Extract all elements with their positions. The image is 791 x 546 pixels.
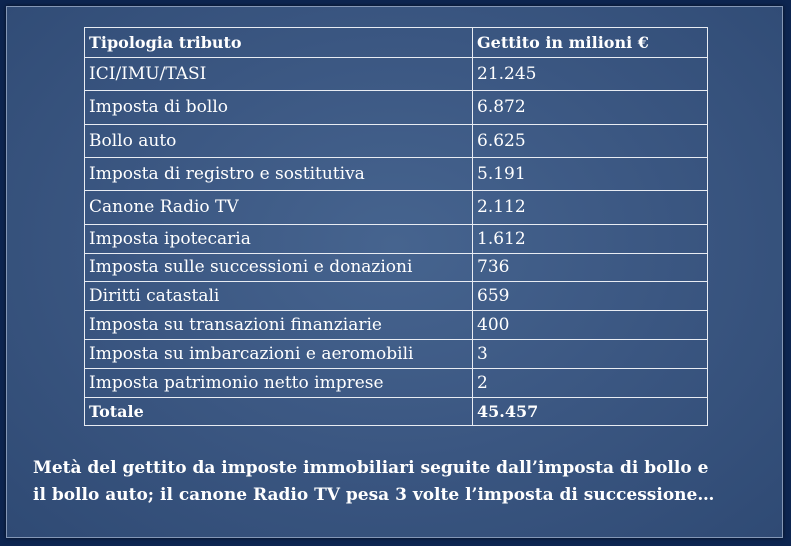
summary-note-line: il bollo auto; il canone Radio TV pesa 3 volte l’imposta di successione… [33,485,715,505]
tax-name-cell: Imposta patrimonio netto imprese [85,369,473,398]
table-row [85,58,708,91]
tax-name-cell: Canone Radio TV [85,191,473,225]
tax-name-cell: Imposta di bollo [85,91,473,125]
table-row [85,282,708,311]
tax-name-cell: Imposta ipotecaria [85,225,473,254]
table-total-row [85,398,708,426]
tax-revenue-cell: 6.872 [473,91,708,125]
tax-name-cell: ICI/IMU/TASI [85,58,473,91]
total-value-cell: 45.457 [473,398,708,426]
table-row [85,125,708,158]
tax-name-cell: Imposta su transazioni finanziarie [85,311,473,340]
tax-revenue-cell: 400 [473,311,708,340]
tax-name-cell: Diritti catastali [85,282,473,311]
table-row [85,254,708,282]
summary-note [33,455,763,509]
total-label-cell: Totale [85,398,473,426]
slide [6,6,783,538]
table-row [85,225,708,254]
table-row [85,369,708,398]
tax-revenue-cell: 736 [473,254,708,282]
tax-name-cell: Imposta su imbarcazioni e aeromobili [85,340,473,369]
tax-revenue-cell: 5.191 [473,158,708,191]
table-row [85,340,708,369]
tax-name-cell: Imposta di registro e sostitutiva [85,158,473,191]
tax-revenue-cell: 21.245 [473,58,708,91]
table-header-row [85,28,708,58]
table-row [85,311,708,340]
tax-name-cell: Bollo auto [85,125,473,158]
tax-name-cell: Imposta sulle successioni e donazioni [85,254,473,282]
tax-revenue-table [84,27,708,426]
tax-revenue-cell: 659 [473,282,708,311]
table-row [85,191,708,225]
tax-revenue-cell: 2.112 [473,191,708,225]
table-row [85,91,708,125]
tax-revenue-cell: 1.612 [473,225,708,254]
tax-revenue-cell: 2 [473,369,708,398]
table-row [85,158,708,191]
tax-revenue-cell: 6.625 [473,125,708,158]
tax-revenue-cell: 3 [473,340,708,369]
header-cell-revenue: Gettito in milioni € [473,28,708,58]
header-cell-type: Tipologia tributo [85,28,473,58]
summary-note-line: Metà del gettito da imposte immobiliari seguite dall’imposta di bollo e [33,458,709,478]
